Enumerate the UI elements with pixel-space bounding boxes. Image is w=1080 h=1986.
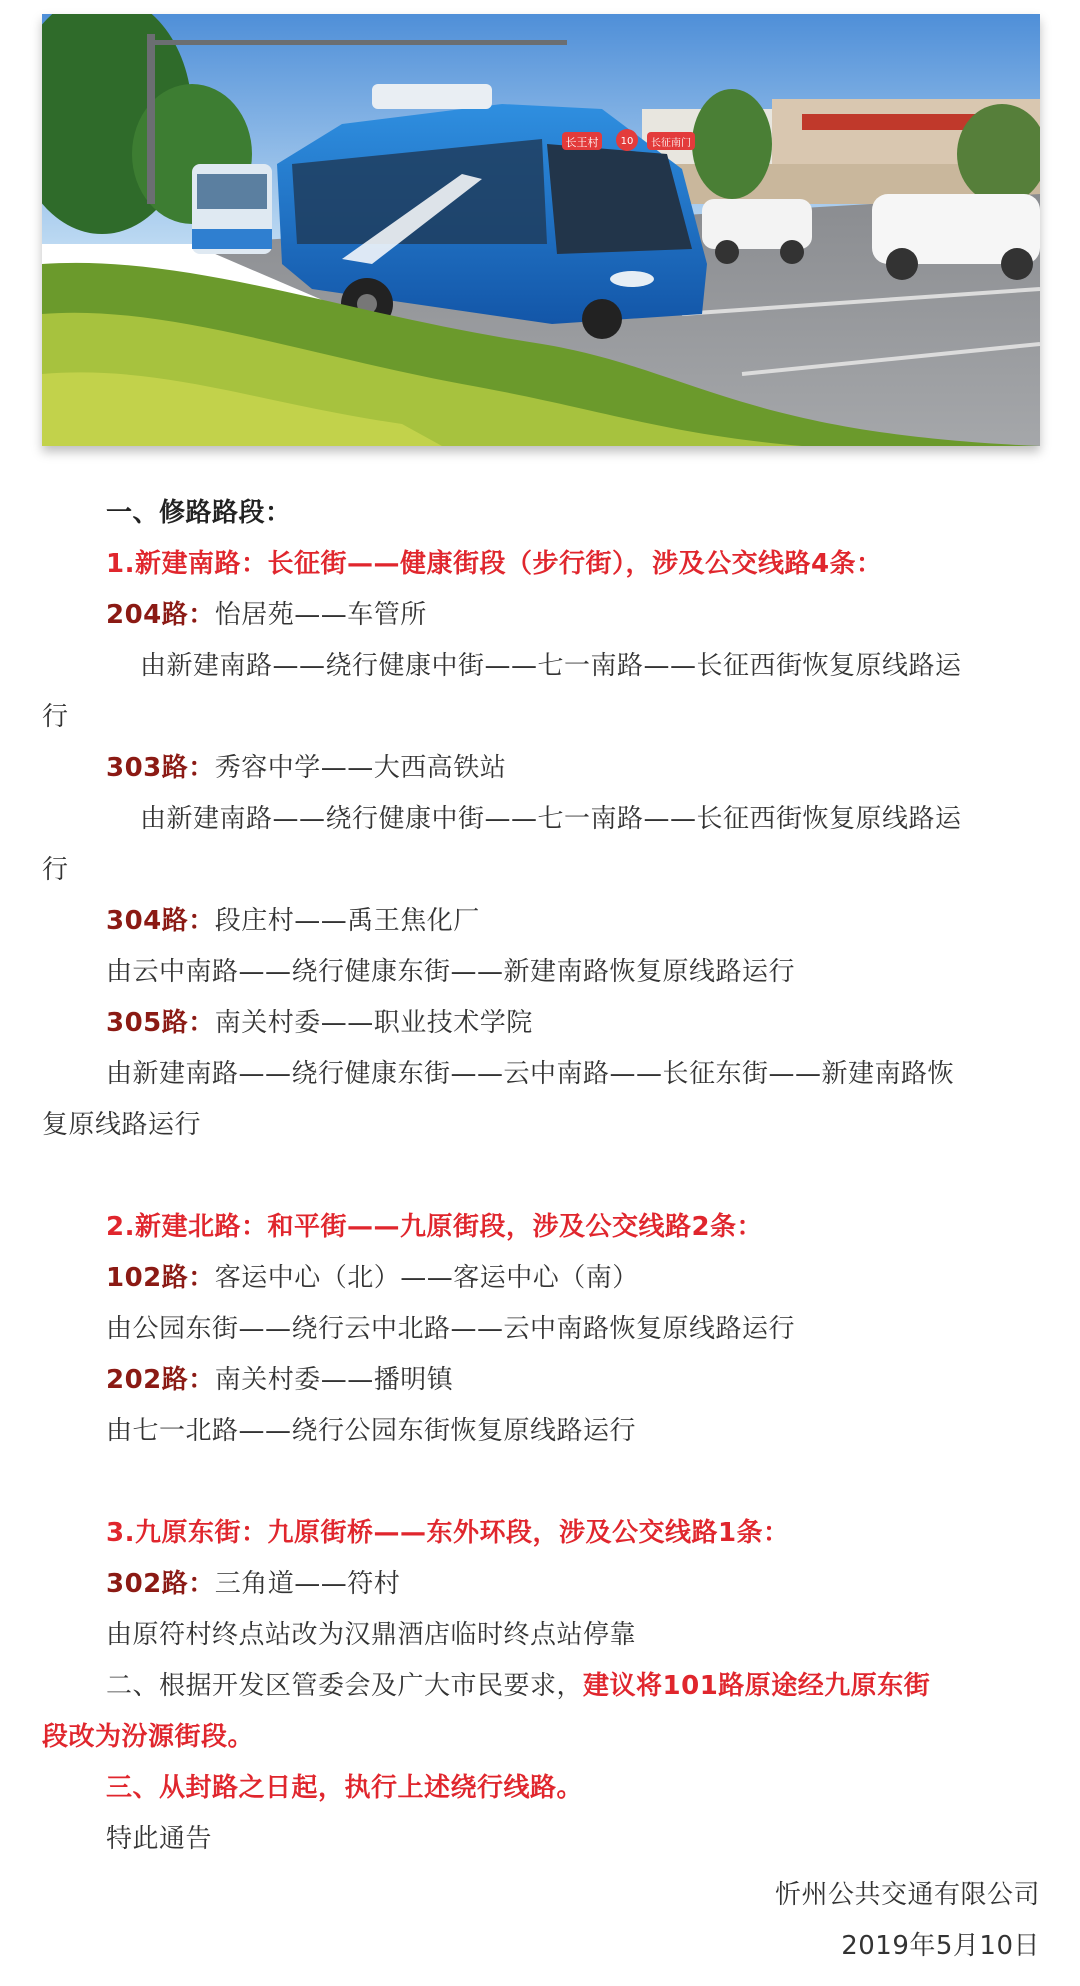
route-202 xyxy=(106,1363,453,1397)
route-305-detour-line1: 由新建南路——绕行健康东街——云中南路——长征东街——新建南路恢 xyxy=(106,1059,955,1089)
section3-paragraph: 三、从封路之日起，执行上述绕行线路。 xyxy=(106,1773,584,1803)
route-204-number: 204路： xyxy=(106,600,215,630)
notice-closing: 特此通告 xyxy=(106,1824,213,1854)
bus-sign-left: 长王村 xyxy=(565,136,599,149)
section3-title: 3.九原东街：九原街桥——东外环段，涉及公交线路1条： xyxy=(106,1518,790,1548)
route-302-number: 302路： xyxy=(106,1569,215,1599)
section2-title: 2.新建北路：和平街——九原街段，涉及公交线路2条： xyxy=(106,1212,764,1242)
route-202-detour: 由七一北路——绕行公园东街恢复原线路运行 xyxy=(106,1416,637,1446)
section2-paragraph-line1 xyxy=(106,1669,930,1703)
route-102-number: 102路： xyxy=(106,1263,215,1293)
notice-date: 2019年5月10日 xyxy=(841,1931,1040,1961)
bus-photo xyxy=(42,14,1040,446)
route-302-detour: 由原符村终点站改为汉鼎酒店临时终点站停靠 xyxy=(106,1620,637,1650)
route-102 xyxy=(106,1261,639,1295)
route-102-detour: 由公园东街——绕行云中北路——云中南路恢复原线路运行 xyxy=(106,1314,796,1344)
route-303-number: 303路： xyxy=(106,753,215,783)
route-302-name: 三角道——符村 xyxy=(214,1569,401,1599)
route-304-number: 304路： xyxy=(106,906,215,936)
route-204 xyxy=(106,598,427,632)
route-204-detour-line1: 由新建南路——绕行健康中街——七一南路——长征西街恢复原线路运 xyxy=(140,651,962,681)
route-204-detour-line2: 行 xyxy=(42,702,69,732)
bus-photo-illustration xyxy=(42,14,1040,446)
route-304 xyxy=(106,904,480,938)
route-305-name: 南关村委——职业技术学院 xyxy=(214,1008,533,1038)
section2-plain: 二、根据开发区管委会及广大市民要求， xyxy=(106,1671,584,1701)
route-202-number: 202路： xyxy=(106,1365,215,1395)
bus-sign-number: 10 xyxy=(620,136,634,147)
route-303-name: 秀容中学——大西高铁站 xyxy=(214,753,507,783)
route-204-name: 怡居苑——车管所 xyxy=(214,600,427,630)
company-name: 忻州公共交通有限公司 xyxy=(774,1880,1040,1910)
route-304-detour: 由云中南路——绕行健康东街——新建南路恢复原线路运行 xyxy=(106,957,796,987)
route-303-detour-line2: 行 xyxy=(42,855,69,885)
route-302 xyxy=(106,1567,400,1601)
route-305-detour-line2: 复原线路运行 xyxy=(42,1110,202,1140)
route-305 xyxy=(106,1006,533,1040)
section1-title: 1.新建南路：长征街——健康街段（步行街），涉及公交线路4条： xyxy=(106,549,883,579)
route-305-number: 305路： xyxy=(106,1008,215,1038)
route-303 xyxy=(106,751,506,785)
section2-paragraph-line2: 段改为汾源街段。 xyxy=(42,1722,255,1752)
route-304-name: 段庄村——禹王焦化厂 xyxy=(214,906,480,936)
route-303-detour-line1: 由新建南路——绕行健康中街——七一南路——长征西街恢复原线路运 xyxy=(140,804,962,834)
route-102-name: 客运中心（北）——客运中心（南） xyxy=(214,1263,639,1293)
bus-sign-right: 长征南门 xyxy=(651,138,691,149)
route-202-name: 南关村委——播明镇 xyxy=(214,1365,454,1395)
section2-proposal: 建议将101路原途经九原东街 xyxy=(583,1671,931,1701)
section1-heading: 一、修路路段： xyxy=(106,498,292,528)
